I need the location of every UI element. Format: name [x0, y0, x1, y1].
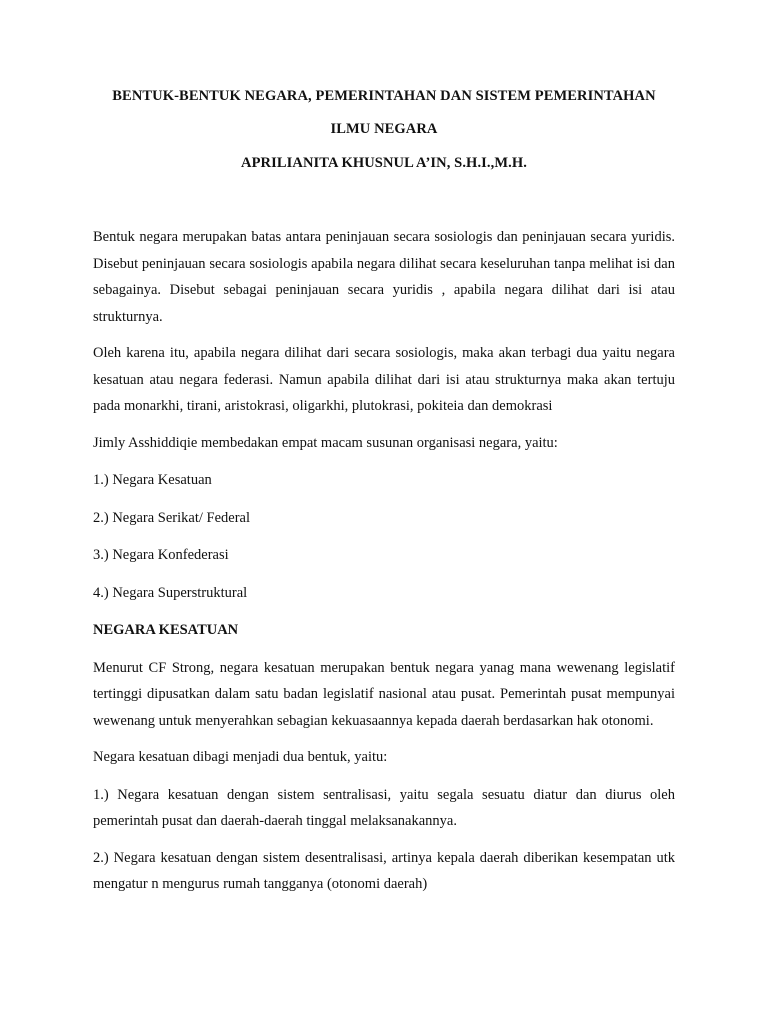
list-item-sentralisasi: 1.) Negara kesatuan dengan sistem sentralisasi, yaitu segala sesuatu diatur dan diurus oleh pemerintah pusat dan daerah-daerah tinggal melaksanakannya.	[93, 786, 675, 829]
list-item-organisasi-1: 1.) Negara Kesatuan	[93, 472, 212, 488]
document-subject: ILMU NEGARA	[330, 121, 438, 137]
list-item-organisasi-2: 2.) Negara Serikat/ Federal	[93, 509, 251, 526]
section-heading-negara-kesatuan: NEGARA KESATUAN	[93, 622, 239, 638]
paragraph-dua-bentuk: Negara kesatuan dibagi menjadi dua bentuk, yaitu:	[93, 749, 388, 765]
paragraph-jimly: Jimly Asshiddiqie membedakan empat macam susunan organisasi negara, yaitu:	[93, 434, 558, 451]
list-item-desentralisasi: 2.) Negara kesatuan dengan sistem desentralisasi, artinya kepala daerah diberikan kesempatan utk mengatur n mengurus rumah tangganya (otonomi daerah)	[93, 849, 675, 892]
paragraph-cf-strong: Menurut CF Strong, negara kesatuan merupakan bentuk negara yanag mana wewenang legislatif tertinggi dipusatkan dalam satu badan legislatif nasional atau pusat. Pemerintah pusat mempunyai wewenang untuk menyerahkan sebagian kekuasaannya kepada daerah berdasarkan hak otonomi.	[93, 659, 675, 729]
list-item-organisasi-4: 4.) Negara Superstruktural	[93, 584, 248, 601]
paragraph-intro: Bentuk negara merupakan batas antara peninjauan secara sosiologis dan peninjauan secara yuridis. Disebut peninjauan secara sosiologis apabila negara dilihat secara keseluruhan tanpa melihat isi dan sebagainya. Disebut sebagai peninjauan secara yuridis , apabila negara dilihat dari isi atau strukturnya.	[93, 229, 675, 325]
paragraph-sosiologis: Oleh karena itu, apabila negara dilihat dari secara sosiologis, maka akan terbagi dua yaitu negara kesatuan atau negara federasi. Namun apabila dilihat dari isi atau strukturnya maka akan tertuju pada monarkhi, tirani, aristokrasi, oligarkhi, plutokrasi, pokiteia dan demokrasi	[93, 345, 675, 414]
list-item-organisasi-3: 3.) Negara Konfederasi	[93, 547, 229, 563]
document-title: BENTUK-BENTUK NEGARA, PEMERINTAHAN DAN SISTEM PEMERINTAHAN	[112, 88, 656, 104]
document-body	[93, 224, 675, 908]
document-author: APRILIANITA KHUSNUL A’IN, S.H.I.,M.H.	[241, 155, 527, 171]
